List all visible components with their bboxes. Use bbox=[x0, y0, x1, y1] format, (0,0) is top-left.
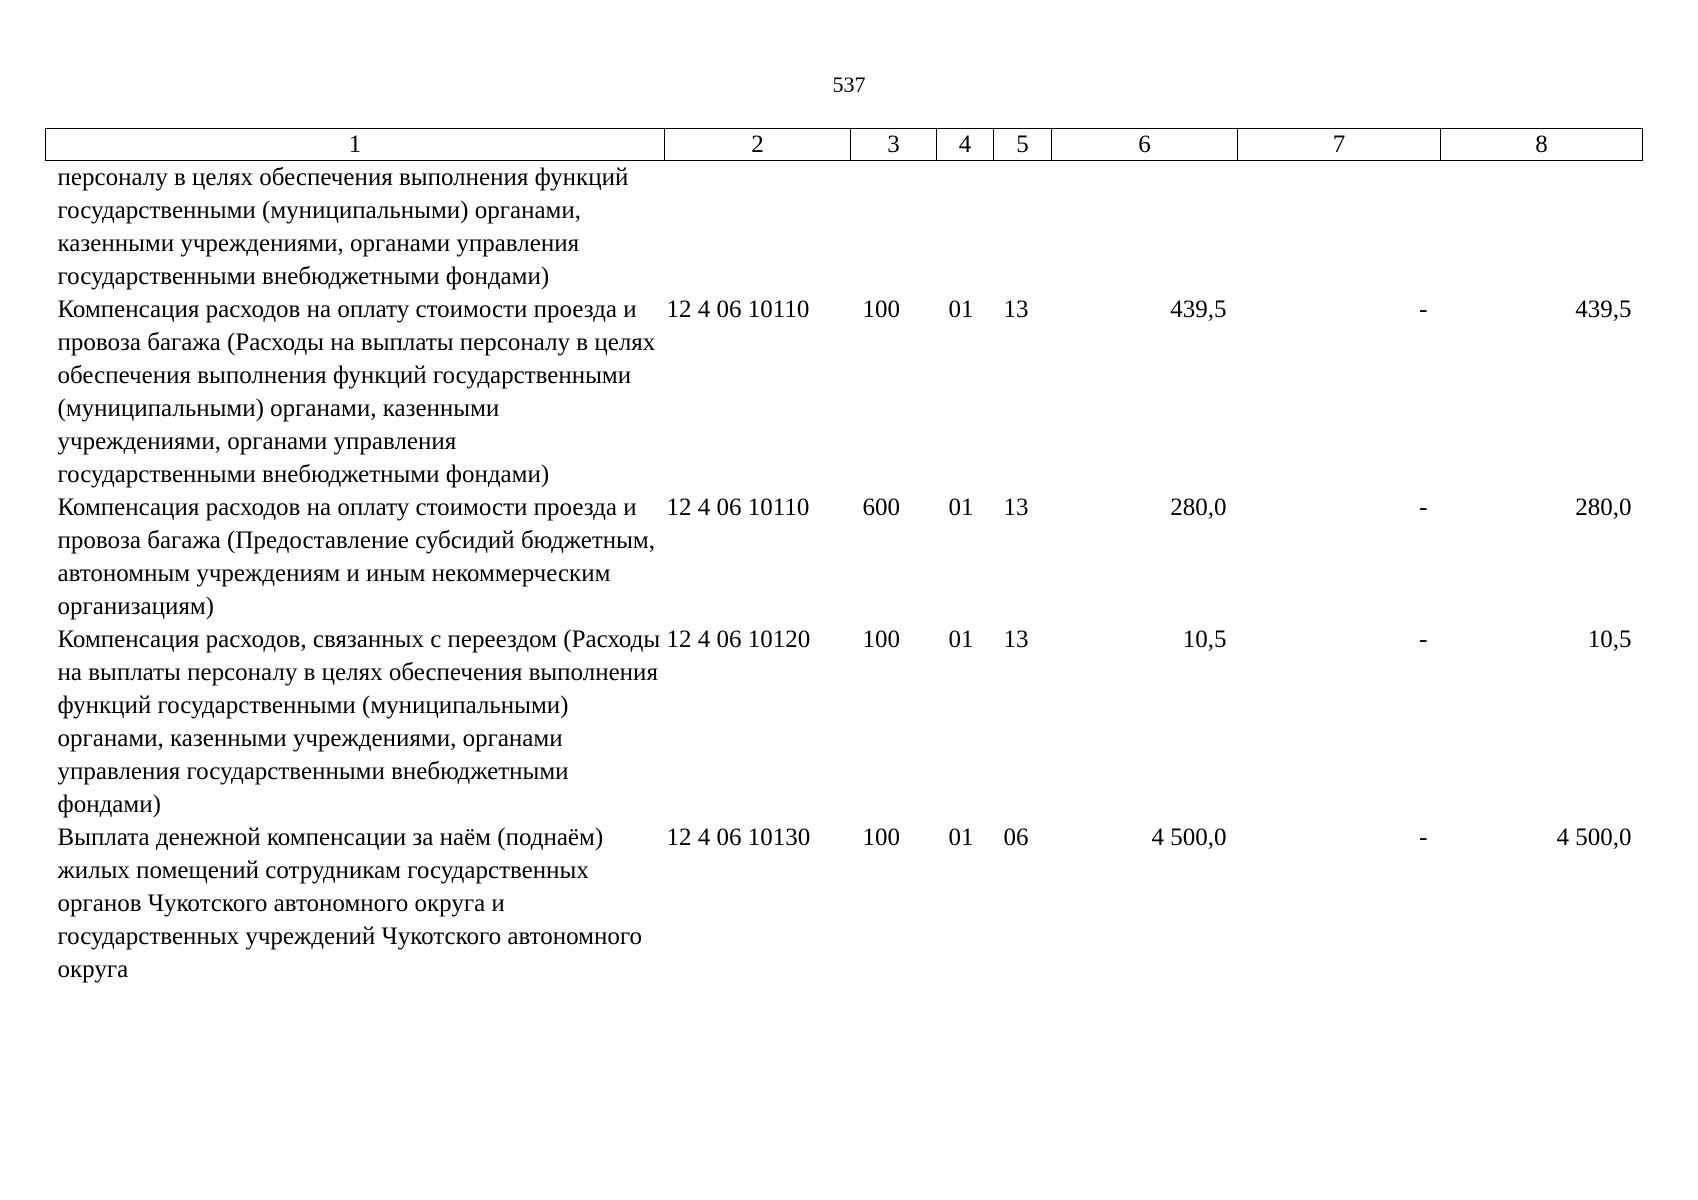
table-row bbox=[46, 161, 1643, 294]
row-section bbox=[937, 161, 994, 294]
row-total bbox=[1441, 161, 1643, 294]
row-expense-type bbox=[851, 161, 937, 294]
row-subsection: 13 bbox=[1003, 494, 1029, 521]
header-row bbox=[46, 129, 1643, 161]
row-change: - bbox=[1419, 296, 1428, 323]
row-amount: 10,5 bbox=[1182, 626, 1227, 653]
row-name: персоналу в целях обеспечения выполнения функций государственными (муниципальными) органами, казенными учреждениями, органами управления государственными внебюджетными фондами) bbox=[57, 164, 629, 290]
header-col-2: 2 bbox=[665, 129, 851, 161]
table-row bbox=[46, 623, 1643, 821]
header-col-7: 7 bbox=[1238, 129, 1441, 161]
header-col-8: 8 bbox=[1441, 129, 1643, 161]
row-amount bbox=[1052, 161, 1238, 294]
row-change bbox=[1238, 161, 1441, 294]
row-change: - bbox=[1419, 626, 1428, 653]
row-name: Компенсация расходов на оплату стоимости проезда и провоза багажа (Расходы на выплаты персоналу в целях обеспечения выполнения функций государственными (муниципальными) органами, казенными учреждениями, органами управления государственными внебюджетными фондами) bbox=[57, 296, 656, 488]
page-number: 537 bbox=[832, 72, 866, 97]
row-target-code: 12 4 06 10110 bbox=[666, 296, 810, 323]
row-name: Компенсация расходов, связанных с переездом (Расходы на выплаты персоналу в целях обеспечения выполнения функций государственными (муниципальными) органами, казенными учреждениями, органами управления государственными внебюджетными фондами) bbox=[57, 626, 661, 818]
budget-table bbox=[45, 128, 1643, 986]
row-target-code: 12 4 06 10120 bbox=[666, 626, 811, 653]
table-row bbox=[46, 293, 1643, 491]
table-row bbox=[46, 821, 1643, 986]
row-amount: 4 500,0 bbox=[1151, 824, 1227, 851]
row-expense-type: 100 bbox=[862, 824, 900, 851]
row-total: 4 500,0 bbox=[1556, 824, 1632, 851]
row-section: 01 bbox=[948, 494, 974, 521]
row-total: 280,0 bbox=[1575, 494, 1632, 521]
row-section: 01 bbox=[948, 626, 974, 653]
row-name: Компенсация расходов на оплату стоимости проезда и провоза багажа (Предоставление субсидий бюджетным, автономным учреждениям и иным некоммерческим организациям) bbox=[57, 494, 655, 620]
row-target-code: 12 4 06 10110 bbox=[666, 494, 810, 521]
row-target-code bbox=[665, 161, 851, 294]
header-col-4: 4 bbox=[937, 129, 994, 161]
header-col-3: 3 bbox=[851, 129, 937, 161]
row-subsection bbox=[994, 161, 1052, 294]
row-expense-type: 100 bbox=[862, 626, 900, 653]
header-col-6: 6 bbox=[1052, 129, 1238, 161]
header-col-1: 1 bbox=[46, 129, 665, 161]
row-expense-type: 600 bbox=[862, 494, 900, 521]
row-subsection: 06 bbox=[1003, 824, 1029, 851]
row-subsection: 13 bbox=[1003, 296, 1029, 323]
row-change: - bbox=[1419, 494, 1428, 521]
row-section: 01 bbox=[948, 824, 974, 851]
row-target-code: 12 4 06 10130 bbox=[666, 824, 811, 851]
row-section: 01 bbox=[948, 296, 974, 323]
row-expense-type: 100 bbox=[862, 296, 900, 323]
row-amount: 280,0 bbox=[1170, 494, 1227, 521]
row-change: - bbox=[1419, 824, 1428, 851]
row-name: Выплата денежной компенсации за наём (поднаём) жилых помещений сотрудникам государственных органов Чукотского автономного округа и государственных учреждений Чукотского автономного округа bbox=[57, 824, 642, 983]
row-amount: 439,5 bbox=[1170, 296, 1227, 323]
row-total: 10,5 bbox=[1587, 626, 1632, 653]
row-total: 439,5 bbox=[1575, 296, 1632, 323]
header-col-5: 5 bbox=[994, 129, 1052, 161]
row-subsection: 13 bbox=[1003, 626, 1029, 653]
table-row bbox=[46, 491, 1643, 623]
